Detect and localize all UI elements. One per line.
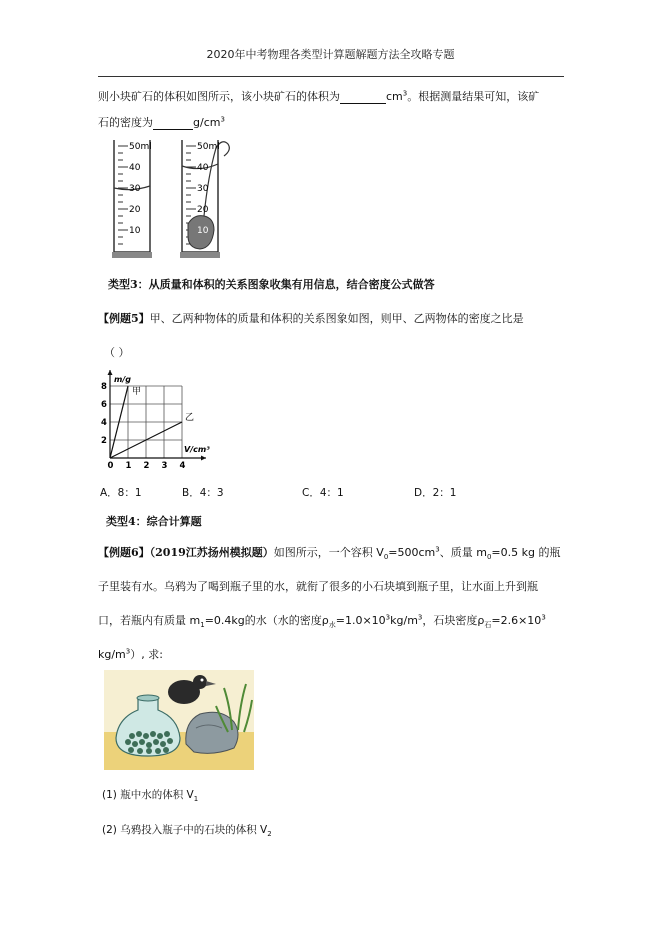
option-a[interactable]: A．8：1	[100, 487, 142, 499]
page-header: 2020年中考物理各类型计算题解题方法全攻略专题	[206, 48, 455, 61]
example6-line-2: 子里装有水。乌鸦为了喝到瓶子里的水，就衔了很多的小石块填到瓶子里，让水面上升到瓶	[98, 580, 538, 593]
right-tick-50: 50ml	[197, 142, 220, 152]
example6-line-3: 口，若瓶内有质量 $m_1=0.4kg$的水（水的密度$\rho_水=1.0\times 10^3kg/m^3$，石块密度$\rho_石=2.6\times 10^3$	[98, 613, 546, 630]
example5-answer-paren: （ ）	[104, 346, 130, 359]
left-tick-20: 20	[129, 205, 141, 215]
y-tick-label: 8	[101, 382, 107, 392]
type3-heading: 类型3：从质量和体积的关系图象收集有用信息，结合密度公式做答	[108, 278, 435, 291]
example6-line-1: 【例题6】（2019江苏扬州模拟题）如图所示，一个容积 $V_0=500cm^3$、质量 $m_0=0.5$ kg 的瓶	[98, 545, 561, 562]
left-tick-40: 40	[129, 163, 141, 173]
sub-question-1: (1) 瓶中水的体积 $V_1$	[102, 789, 199, 804]
right-tick-10: 10	[197, 226, 209, 236]
chart-grid	[110, 386, 182, 458]
right-tick-40: 40	[197, 163, 209, 173]
y-axis-arrow	[108, 370, 113, 375]
sub-question-2: (2) 乌鸦投入瓶子中的石块的体积 $V_2$	[102, 824, 272, 839]
option-b[interactable]: B．4：3	[182, 487, 224, 499]
unit-gcm: g/cm	[193, 116, 221, 129]
left-cylinder	[112, 140, 152, 258]
header-divider	[98, 76, 564, 77]
y-tick-label: 4	[101, 418, 107, 428]
crow-bottle-illustration	[104, 670, 254, 770]
left-tick-50: 50ml	[129, 142, 152, 152]
x-tick-label: 1	[125, 461, 132, 470]
x-tick-label: 4	[179, 461, 186, 470]
x-axis-arrow	[201, 456, 206, 461]
type4-heading: 类型4：综合计算题	[106, 515, 202, 528]
example6-source: （2019江苏扬州模拟题）	[149, 546, 274, 559]
y-tick-label: 2	[101, 436, 107, 446]
example5-text: 甲、乙两种物体的质量和体积的关系图象如图，则甲、乙两物体的密度之比是	[149, 312, 524, 325]
answer-blank-volume[interactable]	[340, 90, 386, 104]
left-tick-10: 10	[129, 226, 141, 236]
x-tick-label: 2	[143, 461, 150, 470]
option-d[interactable]: D．2：1	[414, 487, 457, 499]
right-cylinder	[180, 140, 229, 258]
option-c[interactable]: C．4：1	[302, 487, 344, 499]
unit-cm: cm	[386, 90, 403, 103]
y-tick-label: 6	[101, 400, 107, 410]
series-label-jia: 甲	[132, 387, 142, 397]
q4-line-2: 石的密度为 $g/cm^3$	[98, 115, 225, 129]
q4-text-c: 石的密度为	[98, 116, 153, 129]
answer-blank-density[interactable]	[153, 116, 193, 130]
graduated-cylinders-figure	[104, 136, 244, 262]
example5-tag: 【例题5】	[98, 312, 150, 325]
q4-text-a: 则小块矿石的体积如图所示，该小块矿石的体积为	[98, 90, 340, 103]
right-tick-30: 30	[197, 184, 209, 194]
x-axis-label: V/cm³	[184, 445, 210, 454]
example6-line-4: $kg/m^3$）, 求:	[98, 647, 163, 661]
x-tick-label: 0	[107, 461, 114, 470]
series-label-yi: 乙	[185, 413, 195, 423]
x-tick-label: 3	[161, 461, 168, 470]
example6-tag: 【例题6】	[98, 546, 150, 559]
left-tick-30: 30	[129, 184, 141, 194]
example5-line	[98, 310, 524, 326]
right-tick-20: 20	[197, 205, 209, 215]
q4-line-1: 则小块矿石的体积如图所示，该小块矿石的体积为 $cm^3$。根据测量结果可知，该矿	[98, 89, 540, 103]
y-axis-label: m/g	[114, 375, 131, 384]
chart-labels	[101, 375, 210, 470]
mass-volume-chart	[96, 366, 220, 470]
q4-text-b: 。根据测量结果可知，该矿	[407, 90, 540, 103]
